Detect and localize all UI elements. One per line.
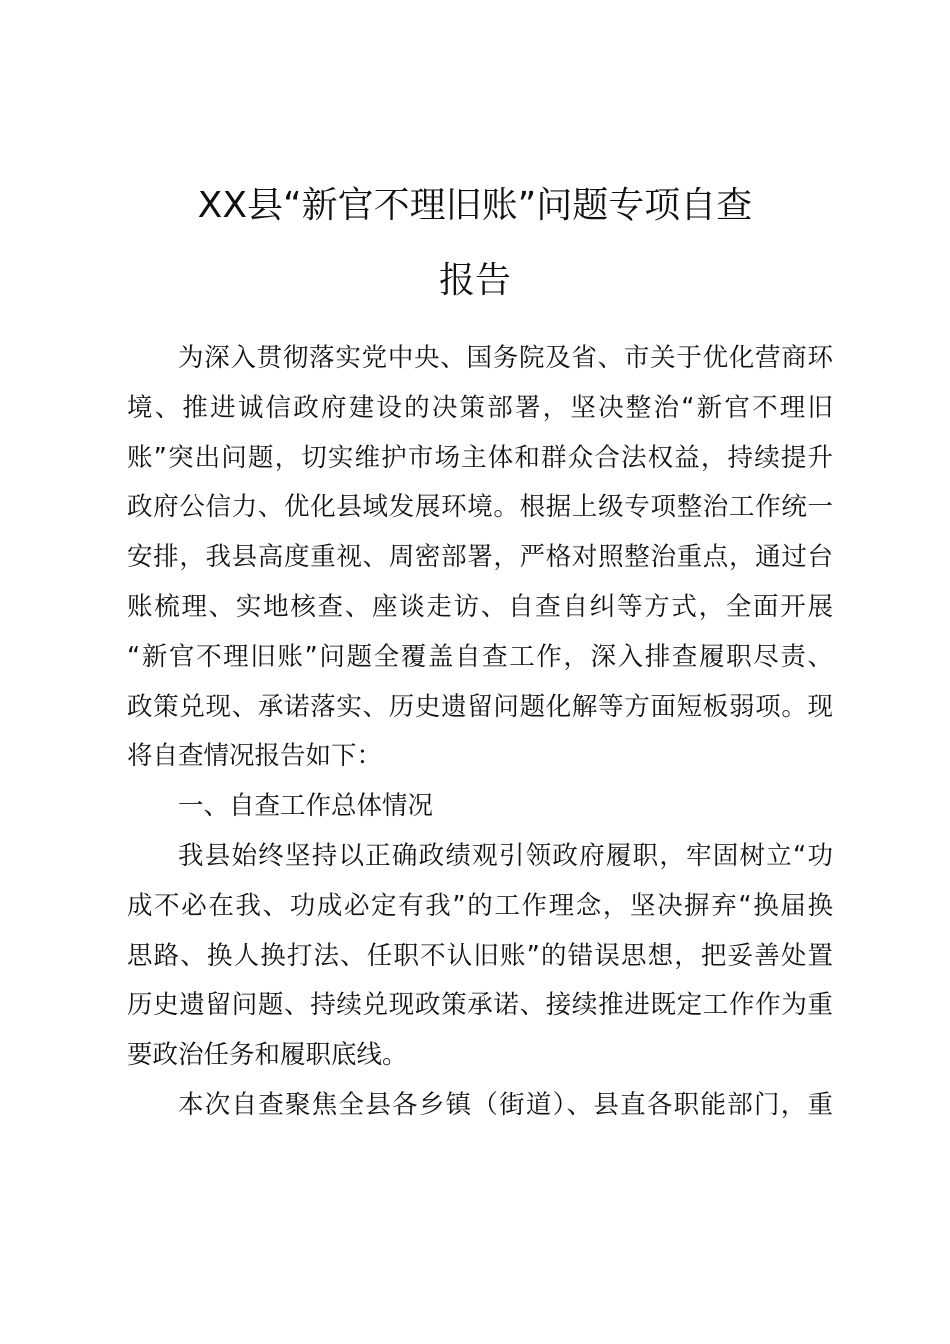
document-title-line-2: 报告 bbox=[438, 260, 511, 301]
document-title-line-1: XX县“新官不理旧账”问题专项自查 bbox=[197, 185, 753, 226]
paragraph-line: 政府公信力、优化县域发展环境。根据上级专项整治工作统一 bbox=[127, 492, 833, 523]
section-heading: 一、自查工作总体情况 bbox=[178, 791, 434, 822]
paragraph-line: 将自查情况报告如下： bbox=[127, 741, 383, 772]
document-body bbox=[127, 334, 833, 1131]
paragraph-line: 政策兑现、承诺落实、历史遗留问题化解等方面短板弱项。现 bbox=[127, 691, 833, 722]
paragraph-line: 安排，我县高度重视、周密部署，严格对照整治重点，通过台 bbox=[127, 542, 833, 573]
paragraph-line: 成不必在我、功成必定有我”的工作理念，坚决摒弃“换届换 bbox=[127, 890, 833, 921]
paragraph-line: 境、推进诚信政府建设的决策部署，坚决整治“新官不理旧 bbox=[127, 392, 833, 423]
paragraph-line: 要政治任务和履职底线。 bbox=[127, 1040, 408, 1071]
paragraph-line: 账梳理、实地核查、座谈走访、自查自纠等方式，全面开展 bbox=[127, 591, 833, 622]
paragraph-line: 本次自查聚焦全县各乡镇（街道）、县直各职能部门，重 bbox=[178, 1089, 833, 1120]
paragraph-line: 账”突出问题，切实维护市场主体和群众合法权益，持续提升 bbox=[127, 442, 833, 473]
paragraph-line: “新官不理旧账”问题全覆盖自查工作，深入排查履职尽责、 bbox=[127, 641, 833, 672]
paragraph-line: 我县始终坚持以正确政绩观引领政府履职，牢固树立“功 bbox=[178, 840, 833, 871]
paragraph-line: 思路、换人换打法、任职不认旧账”的错误思想，把妥善处置 bbox=[127, 940, 833, 971]
paragraph-line: 为深入贯彻落实党中央、国务院及省、市关于优化营商环 bbox=[178, 343, 833, 373]
paragraph-line: 历史遗留问题、持续兑现政策承诺、接续推进既定工作作为重 bbox=[127, 990, 833, 1021]
